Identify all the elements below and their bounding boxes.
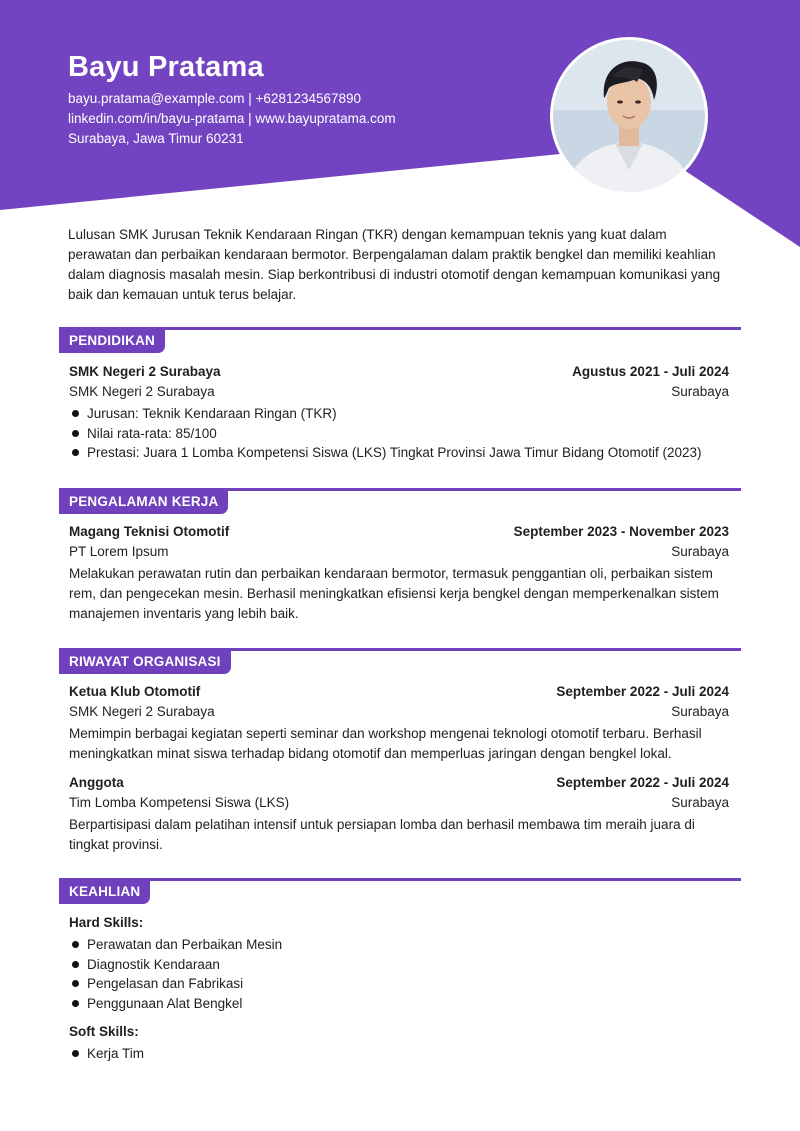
soft-skills-list: [69, 1044, 729, 1064]
organization-role: Anggota: [69, 775, 124, 790]
list-item: Nilai rata-rata: 85/100: [69, 424, 729, 444]
contact-email-phone: bayu.pratama@example.com | +6281234567890: [68, 91, 362, 106]
skills-section: [59, 878, 741, 1064]
section-header-education: [59, 327, 741, 353]
organization-row-title: [69, 773, 729, 793]
organization-dates: September 2022 - Juli 2024: [556, 775, 729, 790]
list-item: Pengelasan dan Fabrikasi: [69, 974, 729, 994]
experience-row-sub: [69, 542, 729, 562]
section-title-organization: RIWAYAT ORGANISASI: [59, 648, 231, 674]
experience-company: PT Lorem Ipsum: [69, 544, 169, 559]
organization-row-title: [69, 682, 729, 702]
list-item: Kerja Tim: [69, 1044, 729, 1064]
organization-section: [59, 648, 741, 855]
contact-address: Surabaya, Jawa Timur 60231: [68, 131, 244, 146]
education-bullets: [69, 404, 729, 463]
hard-skills-heading: Hard Skills:: [69, 915, 144, 930]
list-item: Penggunaan Alat Bengkel: [69, 994, 729, 1014]
experience-location: Surabaya: [671, 544, 729, 559]
organization-description: Memimpin berbagai kegiatan seperti seminar dan workshop mengenai teknologi otomotif terbaru. Berhasil meningkatkan minat siswa terhadap bidang otomotif dan memperluas jaringan dengan bengkel lokal.: [69, 726, 702, 761]
header-info: [68, 50, 396, 149]
education-school: SMK Negeri 2 Surabaya: [69, 364, 221, 379]
experience-description: Melakukan perawatan rutin dan perbaikan kendaraan bermotor, termasuk penggantian oli, perbaikan sistem rem, dan pengecekan mesin. Berhasil meningkatkan efisiensi kerja bengkel dengan memperkenalkan sistem manajemen inventaris yang lebih baik.: [69, 566, 719, 621]
organization-row-sub: [69, 702, 729, 722]
organization-role: Ketua Klub Otomotif: [69, 684, 201, 699]
section-header-skills: [59, 878, 741, 904]
profile-photo: [553, 40, 705, 192]
profile-summary: Lulusan SMK Jurusan Teknik Kendaraan Ringan (TKR) dengan kemampuan teknis yang kuat dalam perawatan dan perbaikan kendaraan bermotor. Berpengalaman dalam praktik bengkel dan memiliki keahlian dalam diagnosis masalah mesin. Siap berkontribusi di industri otomotif dengan kemampuan komunikasi yang baik dan kemauan untuk terus belajar.: [68, 227, 721, 302]
education-location: Surabaya: [671, 384, 729, 399]
section-title-experience: PENGALAMAN KERJA: [59, 488, 228, 514]
section-header-organization: [59, 648, 741, 674]
soft-skills-heading: Soft Skills:: [69, 1024, 139, 1039]
organization-row-sub: [69, 793, 729, 813]
hard-skills-list: [69, 935, 729, 1013]
experience-role: Magang Teknisi Otomotif: [69, 524, 230, 539]
candidate-name: Bayu Pratama: [68, 51, 264, 83]
education-row-title: [69, 362, 729, 382]
experience-section: [59, 488, 741, 624]
education-section: [59, 327, 741, 463]
education-subtitle: SMK Negeri 2 Surabaya: [69, 384, 215, 399]
list-item: Perawatan dan Perbaikan Mesin: [69, 935, 729, 955]
contact-links: linkedin.com/in/bayu-pratama | www.bayupratama.com: [68, 111, 396, 126]
organization-name: SMK Negeri 2 Surabaya: [69, 704, 215, 719]
organization-name: Tim Lomba Kompetensi Siswa (LKS): [69, 795, 290, 810]
experience-dates: September 2023 - November 2023: [513, 524, 729, 539]
organization-location: Surabaya: [671, 704, 729, 719]
organization-location: Surabaya: [671, 795, 729, 810]
list-item: Prestasi: Juara 1 Lomba Kompetensi Siswa (LKS) Tingkat Provinsi Jawa Timur Bidang Otomotif (2023): [69, 443, 729, 463]
education-row-sub: [69, 382, 729, 402]
organization-description: Berpartisipasi dalam pelatihan intensif untuk persiapan lomba dan berhasil membawa tim meraih juara di tingkat provinsi.: [69, 817, 695, 852]
list-item: Diagnostik Kendaraan: [69, 955, 729, 975]
section-header-experience: [59, 488, 741, 514]
list-item: Jurusan: Teknik Kendaraan Ringan (TKR): [69, 404, 729, 424]
section-title-skills: KEAHLIAN: [59, 878, 150, 904]
organization-dates: September 2022 - Juli 2024: [556, 684, 729, 699]
experience-row-title: [69, 522, 729, 542]
education-dates: Agustus 2021 - Juli 2024: [572, 364, 729, 379]
section-rule: [59, 878, 741, 881]
section-title-education: PENDIDIKAN: [59, 327, 165, 353]
